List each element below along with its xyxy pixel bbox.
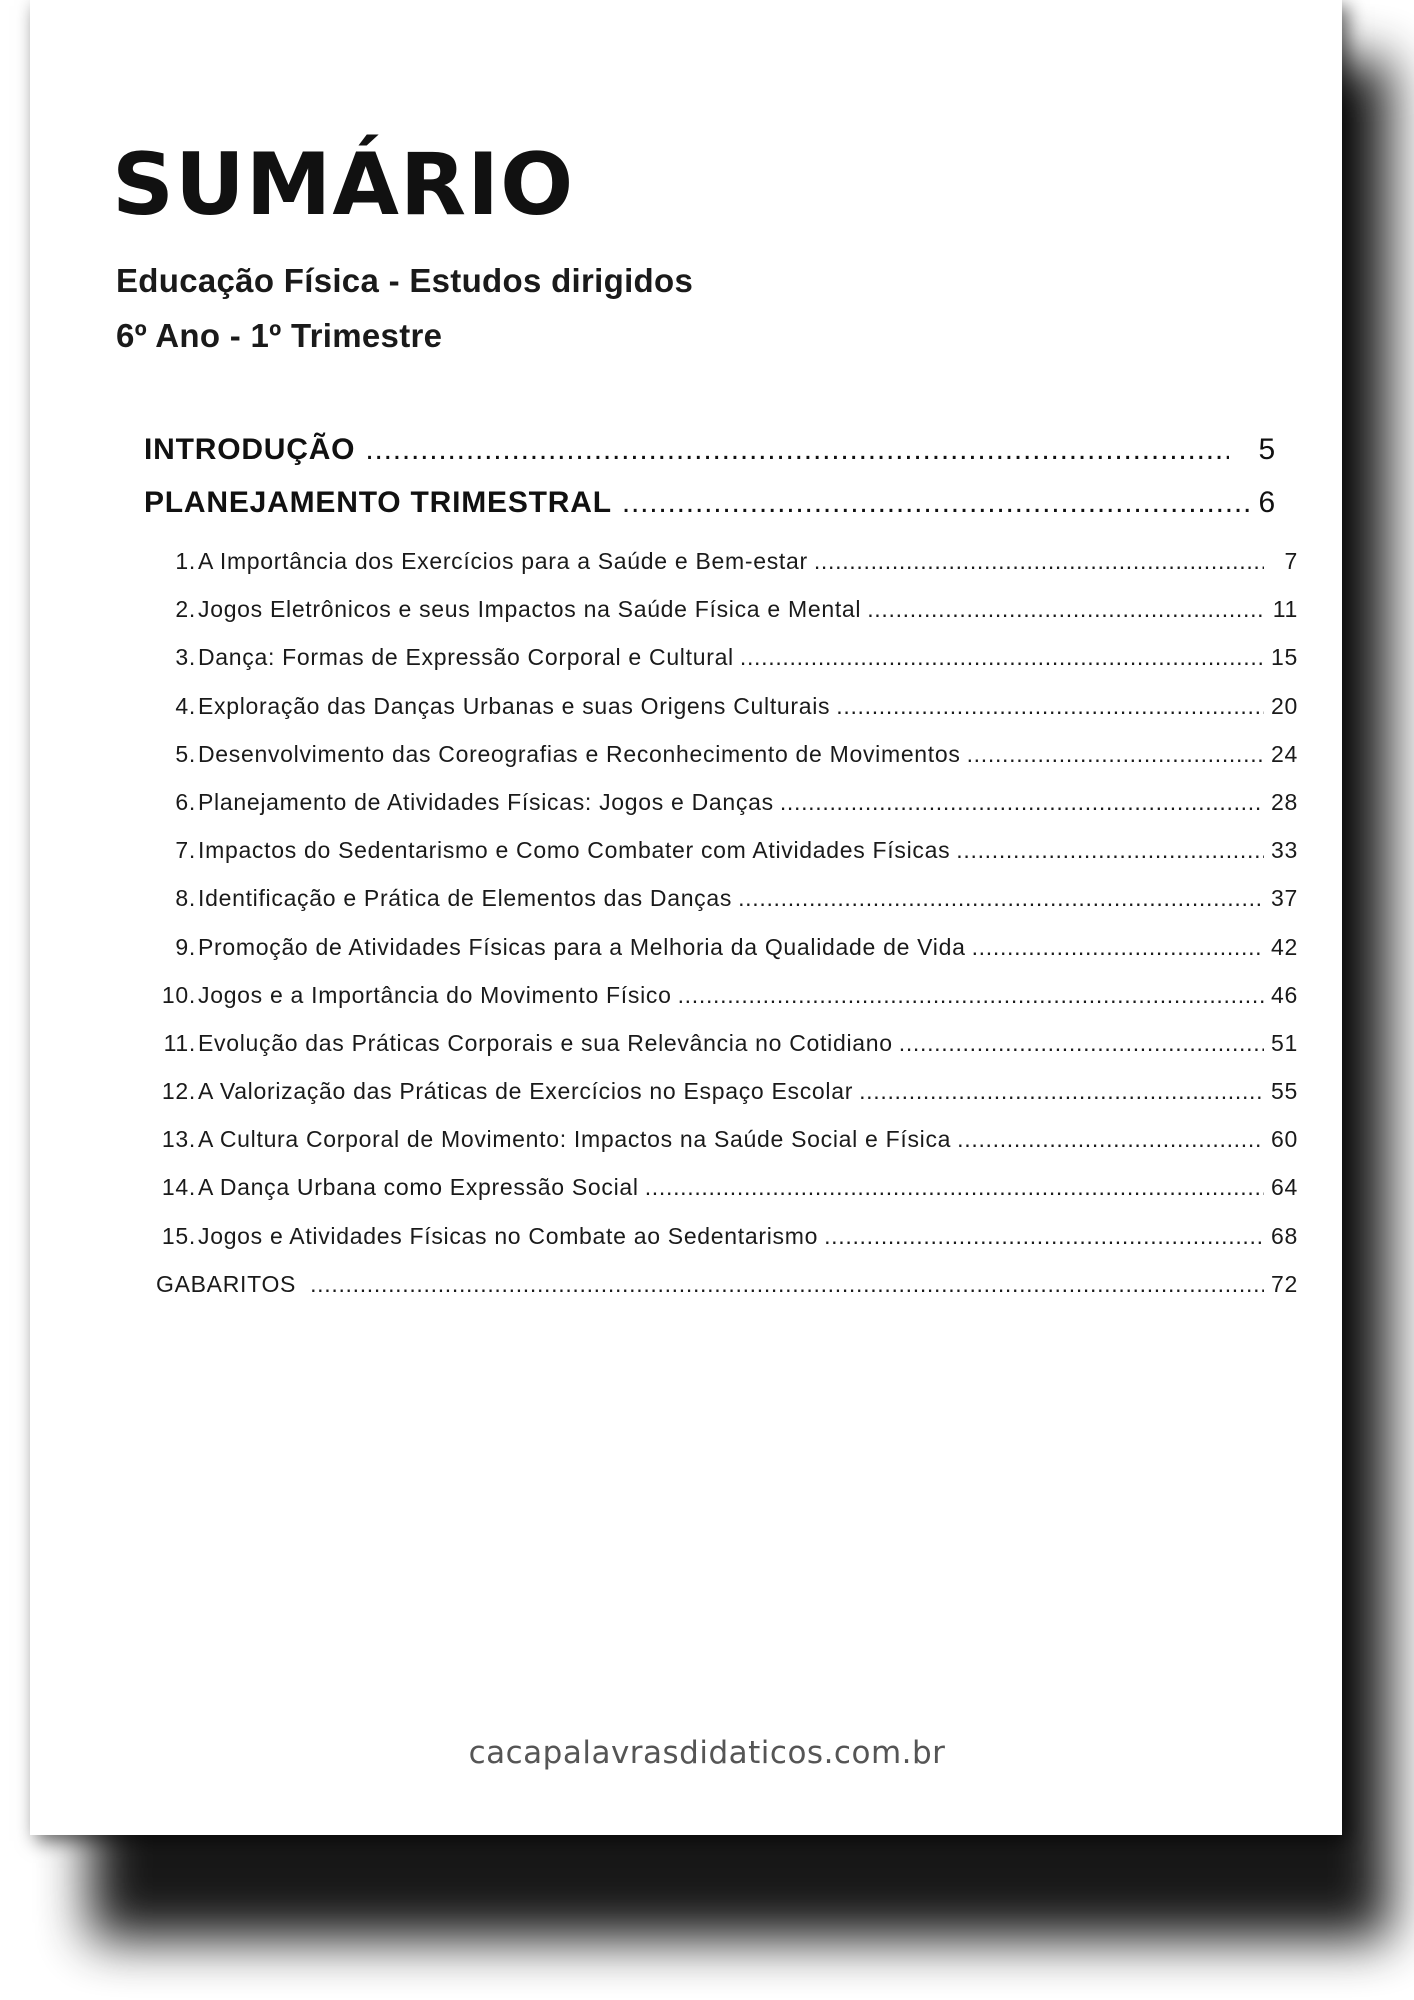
toc-page-number: 64: [1271, 1174, 1298, 1201]
toc-entry-number: 1.: [175, 548, 196, 574]
toc-leader-dots: [836, 693, 1264, 720]
toc-leader-dots: [967, 741, 1264, 768]
toc-entry[interactable]: [126, 1223, 1298, 1271]
grade-subtitle: 6º Ano - 1º Trimestre: [116, 317, 443, 354]
toc-page-number: 24: [1271, 740, 1298, 767]
toc-entry-label: A Valorização das Práticas de Exercícios no Espaço Escolar: [198, 1078, 854, 1105]
toc-leader-dots: [956, 837, 1264, 864]
toc-entry[interactable]: [126, 789, 1298, 837]
toc-entry-label: A Importância dos Exercícios para a Saúde e Bem-estar: [198, 548, 808, 574]
toc-entry[interactable]: [126, 644, 1298, 692]
toc-entry-number: 2.: [175, 596, 196, 623]
toc-entry[interactable]: [126, 1174, 1298, 1222]
toc-leader-dots: [957, 1126, 1264, 1153]
toc-entry-label: Dança: Formas de Expressão Corporal e Cultural: [198, 644, 734, 671]
toc-entry[interactable]: [126, 548, 1298, 596]
toc-leader-dots: [645, 1174, 1264, 1201]
toc-leader-dots: [972, 934, 1264, 961]
toc-entry-number: 12.: [161, 1078, 196, 1105]
toc-page-number: 6: [1258, 486, 1276, 519]
toc-entry-label: A Dança Urbana como Expressão Social: [198, 1174, 639, 1201]
toc-entry-label: A Cultura Corporal de Movimento: Impactos na Saúde Social e Física: [198, 1126, 952, 1153]
toc-entry-label: Impactos do Sedentarismo e Como Combater com Atividades Físicas: [198, 837, 951, 864]
toc-main-label: PLANEJAMENTO TRIMESTRAL: [144, 486, 612, 519]
toc-entry-number: 13.: [161, 1126, 196, 1153]
toc-entry[interactable]: [126, 1126, 1298, 1174]
toc-entry-label: Promoção de Atividades Físicas para a Melhoria da Qualidade de Vida: [198, 933, 966, 960]
toc-entry-number: 6.: [175, 788, 196, 815]
toc-entry[interactable]: [126, 885, 1298, 933]
subject-subtitle: Educação Física - Estudos dirigidos: [116, 262, 694, 299]
toc-entry-number: 14.: [161, 1174, 196, 1201]
toc-page-number: 11: [1272, 596, 1298, 623]
toc-entry-number: 5.: [175, 740, 196, 767]
toc-page-number: 7: [1284, 548, 1298, 574]
toc-page-number: 5: [1258, 433, 1276, 466]
toc-main-label: INTRODUÇÃO: [144, 433, 356, 466]
toc-page-number: 33: [1271, 837, 1298, 864]
toc-entry-label: Jogos e Atividades Físicas no Combate ao Sedentarismo: [198, 1222, 819, 1249]
toc-leader-dots: [622, 486, 1249, 520]
toc-leader-dots: [814, 548, 1264, 575]
toc-leader-dots: [678, 982, 1264, 1009]
toc-entry-number: 8.: [175, 885, 196, 912]
toc-entry[interactable]: [126, 837, 1298, 885]
toc-page-number: 55: [1271, 1078, 1298, 1105]
toc-entry-number: 3.: [175, 644, 196, 671]
toc-main-entry-introducao[interactable]: [144, 433, 1276, 467]
toc-leader-dots: [365, 433, 1228, 467]
toc-entry-label: Jogos Eletrônicos e seus Impactos na Saúde Física e Mental: [198, 596, 862, 623]
toc-page-number: 60: [1271, 1126, 1298, 1153]
toc-leader-dots: [824, 1223, 1264, 1250]
toc-entry-number: 10.: [161, 981, 196, 1008]
toc-page-number: 37: [1271, 885, 1298, 912]
toc-entry-number: 9.: [175, 933, 196, 960]
toc-leader-dots: [310, 1271, 1264, 1298]
toc-entry-number: 7.: [175, 837, 196, 864]
toc-entry-label: GABARITOS: [156, 1270, 297, 1297]
toc-page-number: 20: [1271, 692, 1298, 719]
toc-entry[interactable]: [126, 741, 1298, 789]
toc-entry-label: Identificação e Prática de Elementos das Danças: [198, 885, 733, 912]
toc-entry[interactable]: [126, 934, 1298, 982]
toc-page-number: 42: [1271, 933, 1298, 960]
toc-entry[interactable]: [126, 693, 1298, 741]
footer-website: cacapalavrasdidaticos.com.br: [468, 1735, 946, 1771]
toc-entry[interactable]: [126, 982, 1298, 1030]
toc-entry-number: 11.: [163, 1029, 196, 1056]
toc-leader-dots: [859, 1078, 1264, 1105]
toc-entry-label: Jogos e a Importância do Movimento Físico: [198, 981, 672, 1008]
toc-entry-label: Evolução das Práticas Corporais e sua Relevância no Cotidiano: [198, 1029, 893, 1056]
toc-page-number: 28: [1271, 788, 1298, 815]
toc-leader-dots: [738, 885, 1264, 912]
toc-page-number: 72: [1271, 1270, 1298, 1297]
toc-entry-number: 4.: [175, 692, 196, 719]
toc-entry-label: Planejamento de Atividades Físicas: Jogos e Danças: [198, 788, 774, 815]
toc-leader-dots: [867, 596, 1264, 623]
toc-leader-dots: [780, 789, 1264, 816]
toc-page-number: 68: [1271, 1222, 1298, 1249]
toc-entry-gabaritos[interactable]: [126, 1271, 1298, 1319]
toc-page-number: 15: [1271, 644, 1298, 671]
toc-leader-dots: [740, 644, 1264, 671]
toc-main-entry-planejamento[interactable]: [144, 486, 1276, 520]
toc-leader-dots: [899, 1030, 1264, 1057]
toc-entry[interactable]: [126, 1078, 1298, 1126]
page-title: SUMÁRIO: [112, 135, 575, 235]
toc-entry[interactable]: [126, 596, 1298, 644]
toc-entry[interactable]: [126, 1030, 1298, 1078]
toc-entry-number: 15.: [161, 1222, 196, 1249]
toc-list: [126, 548, 1298, 1319]
toc-entry-label: Desenvolvimento das Coreografias e Reconhecimento de Movimentos: [198, 740, 961, 767]
toc-page-number: 46: [1271, 981, 1298, 1008]
toc-page-number: 51: [1271, 1029, 1298, 1056]
toc-entry-label: Exploração das Danças Urbanas e suas Origens Culturais: [198, 692, 831, 719]
